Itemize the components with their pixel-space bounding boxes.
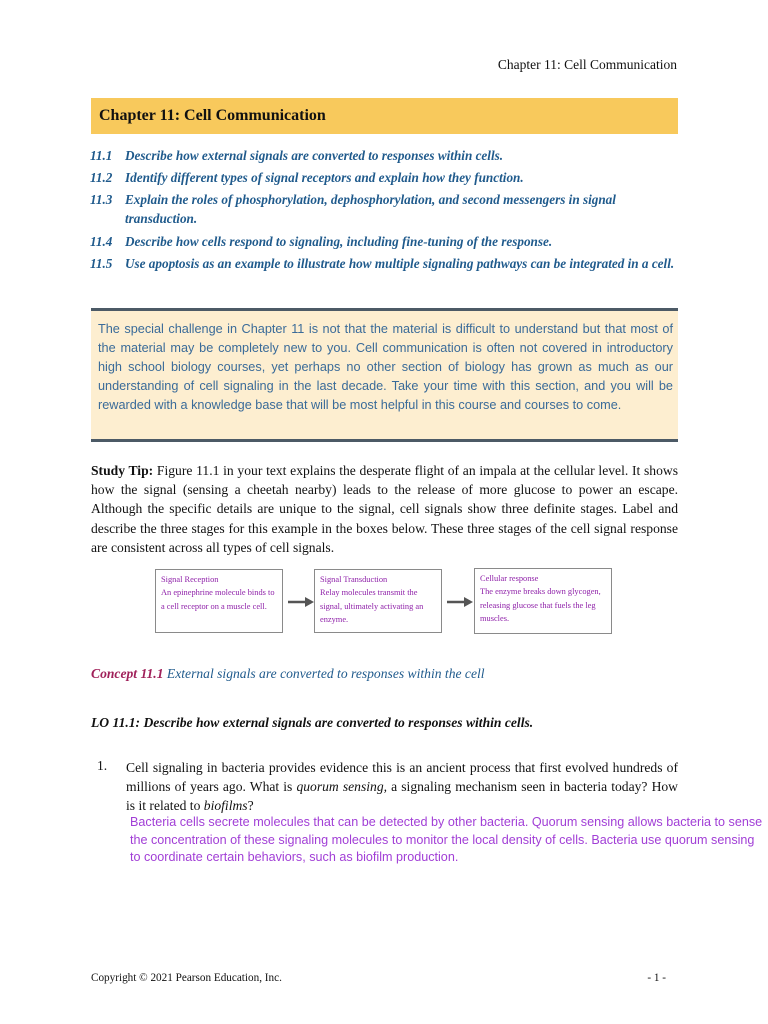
stage-title: Cellular response	[480, 574, 539, 583]
arrow-right-icon	[447, 597, 473, 607]
objective-text: Identify different types of signal receptors and explain how they function.	[125, 170, 524, 185]
objective-text: Use apoptosis as an example to illustrate how multiple signaling pathways can be integrated in a cell.	[125, 256, 675, 271]
footer-page-number: - 1 -	[647, 972, 666, 984]
objective-item	[90, 190, 680, 228]
objective-number: 11.4	[90, 234, 113, 249]
question-term: quorum sensing,	[296, 779, 388, 795]
concept-heading	[91, 666, 485, 682]
stage-text: An epinephrine molecule binds to a cell receptor on a muscle cell.	[161, 588, 275, 611]
objective-text: Explain the roles of phosphorylation, dephosphorylation, and second messengers in signal transduction.	[125, 192, 616, 226]
question-text-part: ?	[247, 798, 254, 814]
question-text	[126, 758, 678, 816]
study-tip-text: Figure 11.1 in your text explains the desperate flight of an impala at the cellular level. It shows how the signal (sensing a cheetah nearby) leads to the release of more glucose to power an escape. Although the specific details are unique to the signal, cell signals show three definite stages. Label and describe the three stages for this example in the boxes below. These three stages of the cell signal response are consistent across all types of cell signals.	[91, 463, 678, 555]
stage-box-transduction	[314, 569, 442, 633]
objective-number: 11.3	[90, 192, 113, 207]
study-tip-paragraph	[91, 461, 678, 557]
chapter-title-bar	[91, 98, 678, 134]
running-header: Chapter 11: Cell Communication	[497, 57, 677, 72]
learning-objective-heading: LO 11.1: Describe how external signals are converted to responses within cells.	[91, 715, 534, 730]
concept-text: External signals are converted to responses within the cell	[166, 666, 485, 681]
question-term: biofilms	[203, 798, 248, 814]
objective-item	[90, 168, 680, 187]
objective-item	[90, 146, 680, 165]
question-text-part: a signaling mechanism seen in bacteria today? How is it related to	[126, 779, 678, 814]
stage-text: Relay molecules transmit the signal, ultimately activating an enzyme.	[320, 588, 424, 624]
chapter-title: Chapter 11: Cell Communication	[99, 107, 326, 124]
study-tip-label: Study Tip:	[91, 463, 154, 478]
objective-text: Describe how external signals are converted to responses within cells.	[125, 148, 504, 163]
question-number: 1.	[97, 758, 108, 773]
objective-item	[90, 254, 680, 273]
answer-text: Bacteria cells secrete molecules that can be detected by other bacteria. Quorum sensing allows bacteria to sense the concentration of these signaling molecules to monitor the local density of cells. Bacteria use quorum sensing to coordinate certain behaviors, such as biofilm production.	[130, 815, 763, 864]
objective-number: 11.2	[90, 170, 113, 185]
stage-box-reception	[155, 569, 283, 633]
objective-number: 11.5	[90, 256, 113, 271]
concept-label: Concept 11.1	[91, 666, 164, 681]
objective-item	[90, 232, 680, 251]
footer-copyright: Copyright © 2021 Pearson Education, Inc.	[91, 972, 282, 984]
stage-box-response	[474, 568, 612, 634]
stage-title: Signal Reception	[161, 575, 219, 584]
stage-text: The enzyme breaks down glycogen, releasing glucose that fuels the leg muscles.	[480, 587, 601, 623]
objective-text: Describe how cells respond to signaling, including fine-tuning of the response.	[125, 234, 553, 249]
stage-title: Signal Transduction	[320, 575, 388, 584]
intro-callout-box	[91, 308, 678, 442]
intro-text: The special challenge in Chapter 11 is not that the material is difficult to understand but that most of the material may be completely new to you. Cell communication is often not covered in introductory high school biology courses, yet perhaps no other section of biology has grown as much as our understanding of cell signaling in the last decade. Take your time with this section, and you will be rewarded with a knowledge base that will be most helpful in this course and courses to come.	[98, 322, 673, 412]
objective-number: 11.1	[90, 148, 113, 163]
arrow-right-icon	[288, 597, 314, 607]
question-text-part: Cell signaling in bacteria provides evidence this is an ancient process that first evolved hundreds of millions of years ago. What is	[126, 760, 678, 795]
